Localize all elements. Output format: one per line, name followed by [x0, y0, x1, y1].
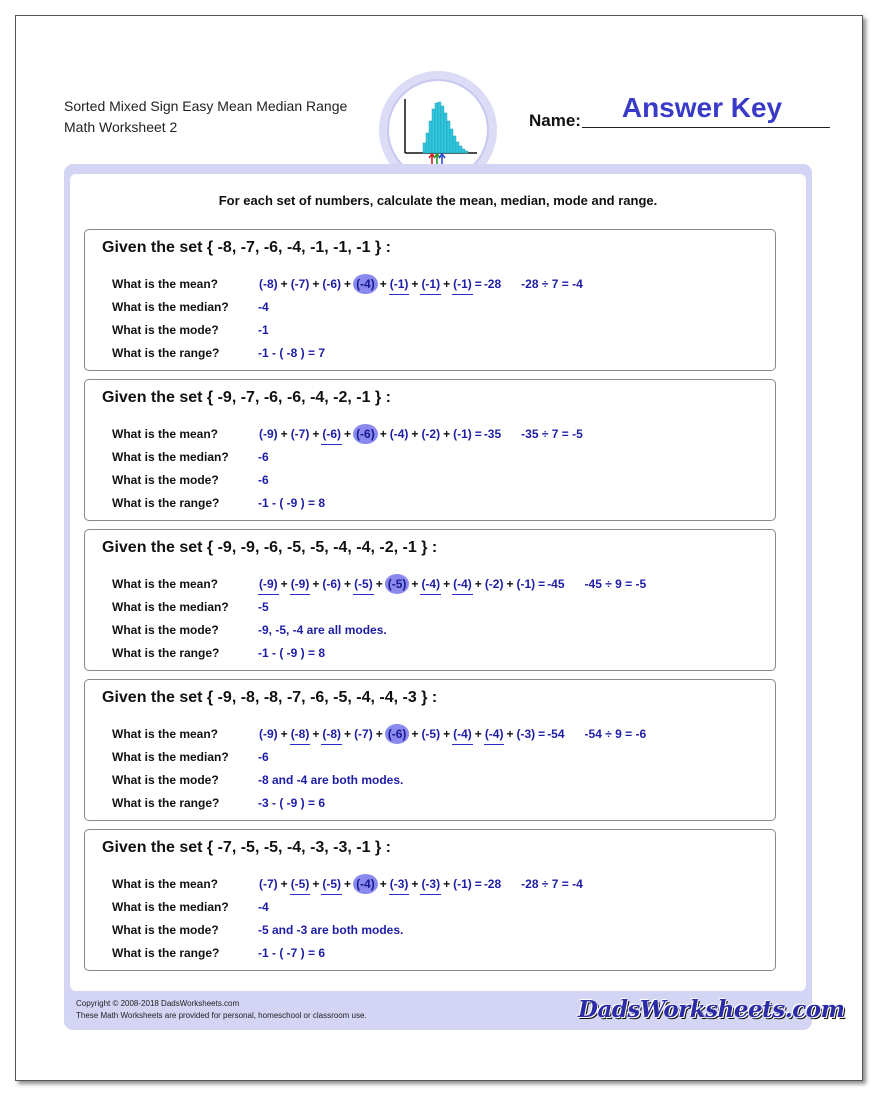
- mode-question: What is the mode?: [112, 323, 219, 337]
- title-line-2: Math Worksheet 2: [64, 119, 178, 135]
- mode-term: (-5): [321, 874, 342, 895]
- mode-answer: -9, -5, -4 are all modes.: [258, 623, 387, 637]
- mean-question: What is the mean?: [112, 577, 219, 591]
- mode-question: What is the mode?: [112, 923, 219, 937]
- plus-sign: +: [312, 277, 320, 291]
- plus-sign: +: [379, 277, 387, 291]
- division-expression: -54 ÷ 9 = -6: [584, 727, 647, 741]
- division-expression: -28 ÷ 7 = -4: [521, 277, 583, 291]
- title-line-1: Sorted Mixed Sign Easy Mean Median Range: [64, 98, 348, 114]
- mode-question: What is the mode?: [112, 473, 219, 487]
- mean-answer: [258, 274, 583, 295]
- median-term: (-4): [353, 274, 378, 294]
- plus-sign: +: [312, 427, 320, 441]
- range-question: What is the range?: [112, 346, 220, 360]
- term: (-6): [322, 577, 342, 591]
- plus-sign: +: [312, 577, 320, 591]
- dadsworksheets-logo[interactable]: DadsWorksheets.com: [578, 996, 845, 1023]
- plus-sign: +: [280, 727, 288, 741]
- mean-question: What is the mean?: [112, 877, 219, 891]
- median-question: What is the median?: [112, 300, 229, 314]
- name-field-line[interactable]: [582, 127, 830, 128]
- median-answer: -5: [258, 600, 269, 614]
- range-answer: -1 - ( -9 ) = 8: [258, 646, 326, 660]
- plus-sign: +: [506, 577, 514, 591]
- mode-term: (-6): [321, 424, 342, 445]
- range-answer: -1 - ( -9 ) = 8: [258, 496, 326, 510]
- mode-term: (-9): [258, 574, 279, 595]
- median-term: (-4): [353, 874, 378, 894]
- mean-answer: [258, 724, 646, 745]
- plus-sign: +: [411, 877, 419, 891]
- usage-notice: These Math Worksheets are provided for personal, homeschool or classroom use.: [76, 1011, 367, 1020]
- problem-box: [84, 229, 776, 371]
- equals-sign: =: [474, 277, 482, 291]
- plus-sign: +: [379, 427, 387, 441]
- median-answer: -4: [258, 900, 269, 914]
- term: (-6): [322, 277, 342, 291]
- division-expression: -28 ÷ 7 = -4: [521, 877, 583, 891]
- equals-sign: =: [474, 877, 482, 891]
- mode-answer: -6: [258, 473, 269, 487]
- mode-term: (-4): [484, 724, 505, 745]
- instructions: For each set of numbers, calculate the mean, median, mode and range.: [218, 193, 658, 208]
- plus-sign: +: [411, 727, 419, 741]
- sum-value: -28: [483, 277, 502, 291]
- plus-sign: +: [344, 277, 352, 291]
- plus-sign: +: [312, 727, 320, 741]
- range-question: What is the range?: [112, 796, 220, 810]
- median-answer: -6: [258, 750, 269, 764]
- given-set: Given the set { -9, -8, -8, -7, -6, -5, -4, -4, -3 } :: [102, 689, 438, 706]
- mode-answer: -8 and -4 are both modes.: [258, 773, 404, 787]
- term: (-3): [516, 727, 536, 741]
- plus-sign: +: [312, 877, 320, 891]
- median-term: (-6): [385, 724, 410, 744]
- range-answer: -1 - ( -7 ) = 6: [258, 946, 326, 960]
- term: (-1): [516, 577, 536, 591]
- term: (-4): [389, 427, 409, 441]
- plus-sign: +: [344, 727, 352, 741]
- mode-term: (-8): [290, 724, 311, 745]
- median-question: What is the median?: [112, 600, 229, 614]
- mode-term: (-4): [420, 574, 441, 595]
- mode-question: What is the mode?: [112, 773, 219, 787]
- plus-sign: +: [344, 877, 352, 891]
- plus-sign: +: [411, 577, 419, 591]
- term: (-7): [259, 877, 278, 891]
- mode-term: (-4): [452, 574, 473, 595]
- mean-question: What is the mean?: [112, 427, 219, 441]
- mode-term: (-1): [420, 274, 441, 295]
- range-answer: -1 - ( -8 ) = 7: [258, 346, 326, 360]
- equals-sign: =: [538, 577, 546, 591]
- plus-sign: +: [443, 277, 451, 291]
- median-term: (-6): [353, 424, 378, 444]
- plus-sign: +: [411, 277, 419, 291]
- mode-term: (-5): [290, 874, 311, 895]
- mode-answer: -5 and -3 are both modes.: [258, 923, 404, 937]
- median-answer: -6: [258, 450, 269, 464]
- median-answer: -4: [258, 300, 269, 314]
- mode-term: (-3): [420, 874, 441, 895]
- plus-sign: +: [375, 577, 383, 591]
- mode-answer: -1: [258, 323, 269, 337]
- problem-box: [84, 379, 776, 521]
- term: (-5): [421, 727, 441, 741]
- problem-box: [84, 529, 776, 671]
- mode-term: (-8): [321, 724, 342, 745]
- range-question: What is the range?: [112, 496, 220, 510]
- term: (-1): [453, 877, 472, 891]
- median-question: What is the median?: [112, 450, 229, 464]
- mode-question: What is the mode?: [112, 623, 219, 637]
- mean-question: What is the mean?: [112, 277, 219, 291]
- sum-value: -35: [483, 427, 502, 441]
- name-label: Name:: [529, 111, 581, 130]
- plus-sign: +: [280, 577, 288, 591]
- mean-answer: [258, 574, 646, 595]
- mean-answer: [258, 424, 583, 445]
- term: (-8): [259, 277, 278, 291]
- copyright-text: Copyright © 2008-2018 DadsWorksheets.com: [76, 999, 240, 1008]
- plus-sign: +: [411, 427, 419, 441]
- sum-value: -54: [547, 727, 565, 741]
- median-question: What is the median?: [112, 750, 229, 764]
- plus-sign: +: [379, 877, 387, 891]
- plus-sign: +: [344, 577, 352, 591]
- term: (-9): [259, 427, 278, 441]
- equals-sign: =: [538, 727, 546, 741]
- plus-sign: +: [280, 427, 288, 441]
- plus-sign: +: [280, 877, 288, 891]
- plus-sign: +: [344, 427, 352, 441]
- term: (-2): [421, 427, 441, 441]
- plus-sign: +: [443, 577, 451, 591]
- given-set: Given the set { -9, -9, -6, -5, -5, -4, -4, -2, -1 } :: [102, 539, 438, 556]
- division-expression: -35 ÷ 7 = -5: [521, 427, 583, 441]
- median-question: What is the median?: [112, 900, 229, 914]
- plus-sign: +: [443, 877, 451, 891]
- mean-question: What is the mean?: [112, 727, 219, 741]
- term: (-2): [484, 577, 504, 591]
- given-set: Given the set { -9, -7, -6, -6, -4, -2, -1 } :: [102, 389, 391, 406]
- mode-term: (-3): [389, 874, 410, 895]
- division-expression: -45 ÷ 9 = -5: [584, 577, 647, 591]
- term: (-7): [290, 277, 310, 291]
- term: (-7): [290, 427, 310, 441]
- plus-sign: +: [474, 577, 482, 591]
- mode-term: (-1): [389, 274, 410, 295]
- term: (-7): [354, 727, 373, 741]
- footer-copyright: [76, 998, 367, 1022]
- mode-term: (-5): [353, 574, 374, 595]
- given-set: Given the set { -7, -5, -5, -4, -3, -3, -1 } :: [102, 839, 391, 856]
- mean-answer: [258, 874, 583, 895]
- problem-box: [84, 829, 776, 971]
- sum-value: -28: [483, 877, 502, 891]
- plus-sign: +: [375, 727, 383, 741]
- median-term: (-5): [385, 574, 410, 594]
- given-set: Given the set { -8, -7, -6, -4, -1, -1, -1 } :: [102, 239, 391, 256]
- plus-sign: +: [443, 427, 451, 441]
- mode-term: (-4): [452, 724, 473, 745]
- mode-term: (-1): [452, 274, 473, 295]
- plus-sign: +: [280, 277, 288, 291]
- plus-sign: +: [474, 727, 482, 741]
- equals-sign: =: [474, 427, 482, 441]
- worksheet-title: [64, 96, 347, 138]
- term: (-9): [259, 727, 278, 741]
- plus-sign: +: [506, 727, 514, 741]
- range-question: What is the range?: [112, 946, 220, 960]
- sum-value: -45: [547, 577, 565, 591]
- range-answer: -3 - ( -9 ) = 6: [258, 796, 326, 810]
- mode-term: (-9): [290, 574, 311, 595]
- answer-key-title: Answer Key: [621, 92, 783, 123]
- plus-sign: +: [443, 727, 451, 741]
- range-question: What is the range?: [112, 646, 220, 660]
- term: (-1): [453, 427, 472, 441]
- problem-box: [84, 679, 776, 821]
